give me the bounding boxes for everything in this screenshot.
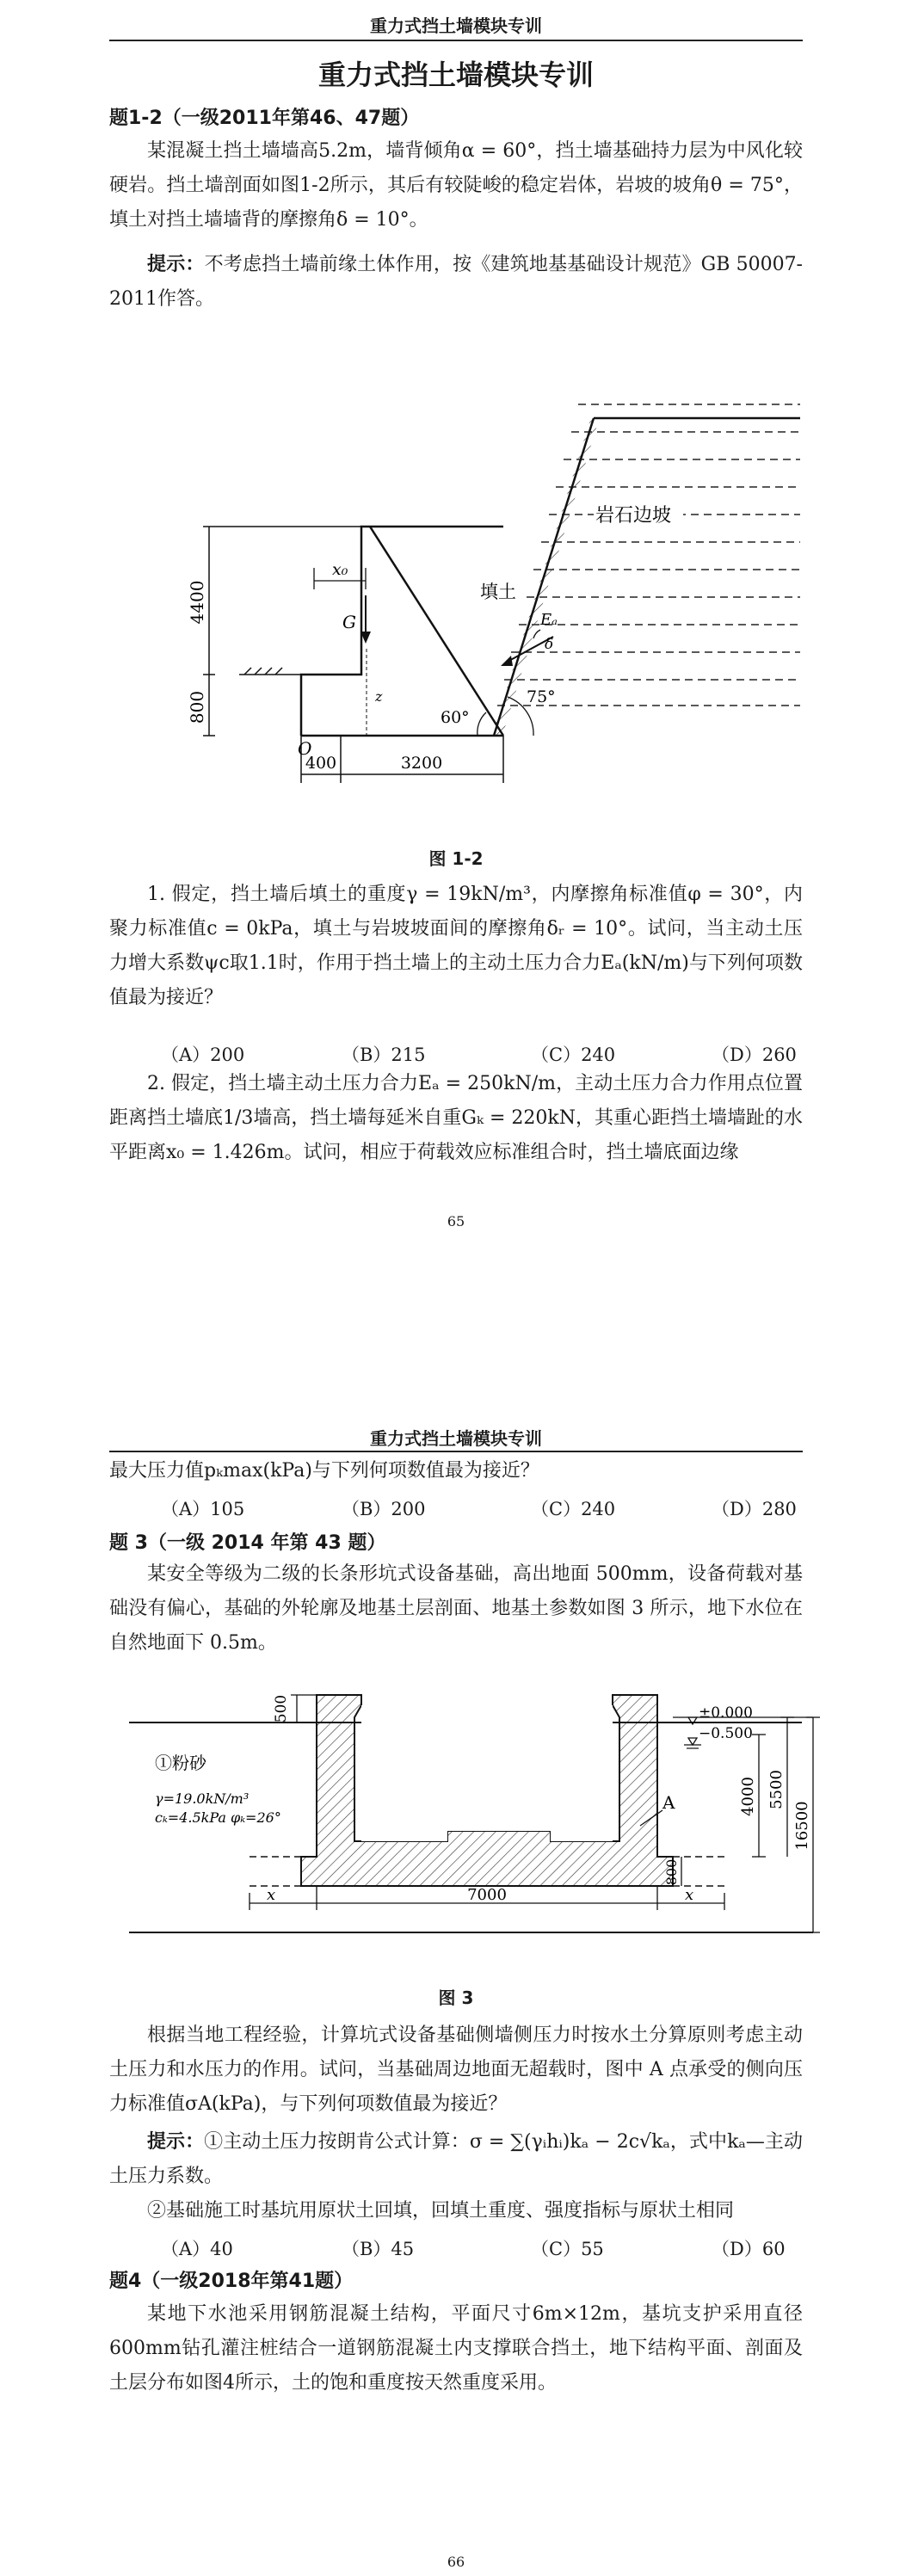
question-3-text: 根据当地工程经验，计算坑式设备基础侧墙侧压力时按水土分算原则考虑主动土压力和水压力的作用。试问，当基础周边地面无超载时，图中 A 点承受的侧向压力标准值σA(kPa)，与下列何项数值最为接近？	[109, 2024, 803, 2115]
question-2-text: 2. 假定，挡土墙主动土压力合力Eₐ = 250kN/m，主动土压力合力作用点位置距离挡土墙底1/3墙高，挡土墙每延米自重Gₖ = 220kN，其重心距挡土墙墙趾的水平距离x₀ = 1.426m。试问，相应于荷载效应标准组合时，挡土墙底面边缘	[109, 1073, 804, 1163]
label-x0: x₀	[332, 560, 348, 579]
soil-name: ①粉砂	[155, 1753, 206, 1773]
label-60: 60°	[441, 708, 470, 727]
page-66	[0, 1273, 912, 2576]
option-d: （D）280	[712, 1499, 797, 1519]
dim-500-lines	[291, 1695, 317, 1722]
figure-3	[0, 1626, 912, 1970]
delta-arc	[533, 630, 540, 638]
label-75: 75°	[527, 687, 556, 706]
soil-gamma: γ=19.0kN/m³	[155, 1790, 250, 1807]
question-2-continuation: 最大压力值pₖmax(kPa)与下列何项数值最为接近？	[109, 1460, 539, 1482]
page-number: 65	[447, 1213, 465, 1229]
elev-neg05: −0.500	[699, 1725, 753, 1742]
dim-500: 500	[273, 1694, 290, 1723]
wall-outline	[301, 527, 503, 736]
option-d: （D）60	[712, 2239, 786, 2259]
option-a: （A）105	[161, 1499, 245, 1519]
option-c: （C）240	[531, 1499, 616, 1519]
header-rule	[109, 40, 803, 41]
option-b: （B）45	[342, 2239, 415, 2259]
hint-paragraph	[109, 248, 803, 317]
label-x-right: x	[685, 1886, 694, 1904]
label-A: A	[662, 1792, 675, 1813]
elev-marker-05	[688, 1738, 697, 1745]
hint-label: 提示：	[147, 2131, 205, 2153]
question-1-2-heading: 题1-2（一级2011年第46、47题）	[109, 108, 420, 129]
page-65	[0, 0, 912, 1273]
question-3-hint-2: ②基础施工时基坑用原状土回填，回填土重度、强度指标与原状土相同	[147, 2200, 735, 2222]
dim-4000: 4000	[739, 1777, 757, 1816]
running-header: 重力式挡土墙模块专训	[370, 15, 542, 36]
hint-label: 提示：	[147, 254, 205, 275]
dim-4400: 4400	[187, 580, 207, 625]
label-z: z	[375, 688, 383, 705]
option-b: （B）200	[342, 1499, 426, 1519]
figure-1-2	[0, 318, 912, 817]
question-3-heading: 题 3（一级 2014 年第 43 题）	[109, 1532, 386, 1554]
dim-7000: 7000	[467, 1886, 507, 1904]
document-title: 重力式挡土墙模块专训	[317, 59, 594, 91]
option-c: （C）55	[531, 2239, 604, 2259]
question-4-intro: 某地下水池采用钢筋混凝土结构，平面尺寸6m×12m，基坑支护采用直径600mm钻孔灌注桩结合一道钢筋混凝土内支撑联合挡土，地下结构平面、剖面及土层分布如图4所示，土的饱和重度按天然重度采用。	[109, 2303, 803, 2394]
rock-strata-lines	[497, 404, 800, 706]
soil-params: cₖ=4.5kPa φₖ=26°	[155, 1809, 281, 1826]
option-a: （A）200	[161, 1045, 245, 1065]
label-rock: 岩石边坡	[595, 505, 672, 527]
option-d: （D）260	[712, 1045, 797, 1065]
ground-hatch	[239, 668, 301, 675]
figure-3-caption: 图 3	[438, 1987, 474, 2008]
running-header: 重力式挡土墙模块专训	[370, 1428, 542, 1449]
dim-400: 400	[305, 754, 337, 773]
left-dimension	[203, 527, 361, 736]
question-1-2-intro: 某混凝土挡土墙墙高5.2m，墙背倾角α = 60°，挡土墙基础持力层为中风化较硬岩。挡土墙剖面如图1-2所示，其后有较陡峻的稳定岩体，岩坡的坡角θ = 75°，填土对挡土墙墙背的摩擦角δ = 10°。	[109, 140, 803, 231]
figure-1-2-caption: 图 1-2	[428, 848, 484, 869]
retaining-wall	[301, 527, 503, 736]
label-O: O	[298, 738, 312, 759]
page-number: 66	[447, 2554, 465, 2570]
question-4-heading: 题4（一级2018年第41题）	[109, 2271, 354, 2292]
question-1-text: 1. 假定，挡土墙后填土的重度γ = 19kN/m³，内摩擦角标准值φ = 30°，内聚力标准值c = 0kPa，填土与岩坡坡面间的摩擦角δᵣ = 10°。试问，当主动土压力增大系数ψc取1.1时，作用于挡土墙上的主动土压力合力Eₐ(kN/m)与下列何项数值最为接近？	[109, 884, 803, 1008]
hint-text: 不考虑挡土墙前缘土体作用，按《建筑地基基础设计规范》GB 50007-2011作答。	[109, 254, 803, 310]
angle-60-arc	[478, 712, 486, 736]
label-x-left: x	[267, 1886, 276, 1904]
label-fill: 填土	[480, 582, 516, 602]
option-a: （A）40	[161, 2239, 233, 2259]
elev-0: ±0.000	[699, 1704, 753, 1722]
header-rule	[109, 1451, 803, 1452]
label-G: G	[342, 612, 356, 632]
question-3-intro: 某安全等级为二级的长条形坑式设备基础，高出地面 500mm，设备荷载对基础没有偏心，基础的外轮廓及地基土层剖面、地基土参数如图 3 所示，地下水位在自然地面下 0.5m。	[109, 1563, 803, 1654]
dim-800-footing: 800	[663, 1858, 680, 1886]
ea-arrowhead	[501, 656, 513, 666]
wall-back-slope	[370, 527, 503, 736]
option-b: （B）215	[342, 1045, 426, 1065]
pit-interior	[361, 1705, 613, 1841]
dim-5500: 5500	[767, 1770, 786, 1809]
label-Ea: Eₐ	[540, 611, 558, 629]
option-c: （C）240	[531, 1045, 616, 1065]
label-delta: δ	[545, 636, 554, 653]
dim-800: 800	[187, 690, 207, 724]
question-3-hint-1	[109, 2125, 803, 2194]
dim-16500: 16500	[793, 1801, 811, 1851]
dim-3200: 3200	[400, 754, 443, 773]
hint-1-text: ①主动土压力按朗肯公式计算：σ = ∑(γᵢhᵢ)kₐ − 2c√kₐ，式中kₐ—主动土压力系数。	[109, 2131, 803, 2187]
